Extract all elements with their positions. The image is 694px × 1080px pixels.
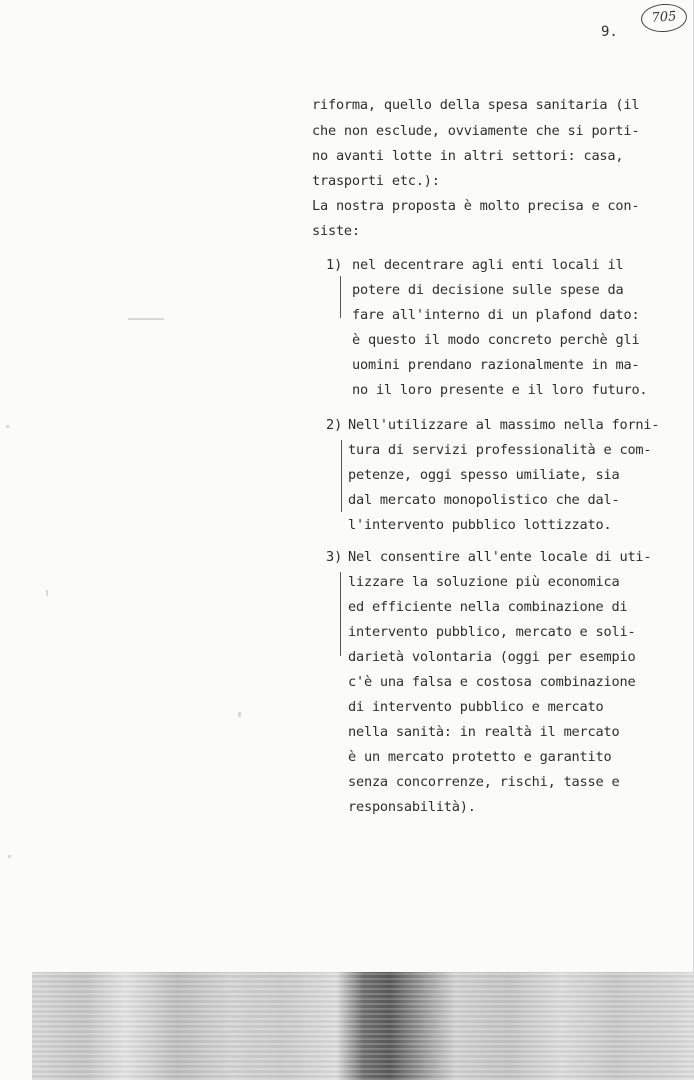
list-item-line: Nell'utilizzare al massimo nella forni-	[348, 417, 660, 433]
margin-bracket	[340, 572, 341, 656]
intro-line: riforma, quello della spesa sanitaria (il	[312, 97, 640, 113]
list-item-line: potere di decisione sulle spese da	[352, 282, 624, 298]
list-item-number: 2)	[326, 417, 343, 433]
list-item-line: ed efficiente nella combinazione di	[348, 599, 628, 615]
scan-speck	[46, 590, 48, 596]
list-item-line: l'intervento pubblico lottizzato.	[348, 517, 612, 533]
list-item-line: c'è una falsa e costosa combinazione	[348, 674, 636, 690]
list-item-line: dal mercato monopolistico che dal-	[348, 492, 620, 508]
scan-shadow-band	[32, 972, 694, 1080]
list-item-line: uomini prendano razionalmente in ma-	[352, 357, 640, 373]
intro-line: no avanti lotte in altri settori: casa,	[312, 148, 624, 164]
list-item-number: 1)	[326, 257, 343, 273]
list-item-line: è un mercato protetto e garantito	[348, 749, 612, 765]
intro-line: La nostra proposta è molto precisa e con-	[312, 198, 640, 214]
list-item-line: darietà volontaria (oggi per esempio	[348, 649, 636, 665]
list-item-line: petenze, oggi spesso umiliate, sia	[348, 467, 620, 483]
list-item-line: fare all'interno di un plafond dato:	[352, 307, 640, 323]
list-item-line: lizzare la soluzione più economica	[348, 574, 620, 590]
intro-line: siste:	[312, 223, 360, 239]
list-item-line: intervento pubblico, mercato e soli-	[348, 624, 636, 640]
list-item-line: nella sanità: in realtà il mercato	[348, 724, 620, 740]
margin-bracket	[341, 440, 342, 512]
margin-bracket	[340, 276, 341, 318]
list-item-line: tura di servizi professionalità e com-	[348, 442, 652, 458]
list-item-line: nel decentrare agli enti locali il	[352, 257, 624, 273]
scan-speck	[238, 712, 241, 717]
scan-speck	[8, 855, 11, 858]
scan-smudge	[128, 318, 164, 320]
intro-line: trasporti etc.):	[312, 173, 440, 189]
page-number: 9.	[601, 24, 618, 40]
archive-stamp: 705	[640, 2, 688, 33]
list-item-line: di intervento pubblico e mercato	[348, 699, 604, 715]
list-item-line: responsabilità).	[348, 799, 476, 815]
intro-line: che non esclude, ovviamente che si porti-	[312, 123, 640, 139]
list-item-line: senza concorrenze, rischi, tasse e	[348, 774, 620, 790]
list-item-line: è questo il modo concreto perchè gli	[352, 332, 640, 348]
list-item-line: Nel consentire all'ente locale di uti-	[348, 549, 652, 565]
list-item-number: 3)	[326, 549, 343, 565]
list-item-line: no il loro presente e il loro futuro.	[352, 382, 648, 398]
scan-speck	[6, 425, 9, 428]
